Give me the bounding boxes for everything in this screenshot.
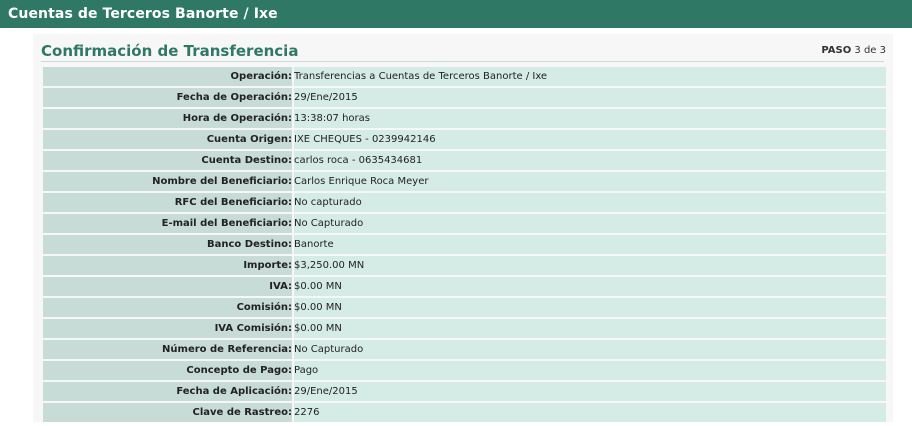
detail-value: 29/Ene/2015 <box>294 382 886 401</box>
detail-row-iva-comision <box>43 319 886 338</box>
detail-row-fecha-operacion <box>43 88 886 107</box>
detail-row-rfc-beneficiario <box>43 193 886 212</box>
detail-value: Transferencias a Cuentas de Terceros Banorte / Ixe <box>294 67 886 86</box>
detail-row-fecha-aplicacion <box>43 382 886 401</box>
step-value: 3 de 3 <box>854 45 886 56</box>
section-title: Confirmación de Transferencia <box>41 42 299 60</box>
section-divider <box>41 61 884 62</box>
detail-value: $3,250.00 MN <box>294 256 886 275</box>
detail-row-concepto-pago <box>43 361 886 380</box>
detail-row-cuenta-origen <box>43 130 886 149</box>
transfer-details-table <box>43 65 886 424</box>
detail-row-cuenta-destino <box>43 151 886 170</box>
page-header-title: Cuentas de Terceros Banorte / Ixe <box>8 6 278 22</box>
detail-row-clave-rastreo <box>43 403 886 422</box>
page-header <box>0 0 912 28</box>
detail-label: Clave de Rastreo: <box>43 403 294 422</box>
detail-value: Banorte <box>294 235 886 254</box>
step-label: PASO <box>821 45 852 56</box>
detail-value: No Capturado <box>294 214 886 233</box>
detail-label: Importe: <box>43 256 294 275</box>
detail-row-iva <box>43 277 886 296</box>
detail-label: Nombre del Beneficiario: <box>43 172 294 191</box>
detail-row-banco-destino <box>43 235 886 254</box>
detail-value: 13:38:07 horas <box>294 109 886 128</box>
detail-value: Pago <box>294 361 886 380</box>
detail-value: 2276 <box>294 403 886 422</box>
detail-value: No Capturado <box>294 340 886 359</box>
detail-label: Fecha de Operación: <box>43 88 294 107</box>
detail-label: IVA Comisión: <box>43 319 294 338</box>
detail-label: E-mail del Beneficiario: <box>43 214 294 233</box>
detail-value: $0.00 MN <box>294 319 886 338</box>
detail-label: Concepto de Pago: <box>43 361 294 380</box>
step-indicator <box>821 45 886 56</box>
detail-row-email-beneficiario <box>43 214 886 233</box>
detail-value: carlos roca - 0635434681 <box>294 151 886 170</box>
detail-value: $0.00 MN <box>294 277 886 296</box>
detail-label: RFC del Beneficiario: <box>43 193 294 212</box>
confirmation-panel <box>33 34 893 422</box>
detail-value: IXE CHEQUES - 0239942146 <box>294 130 886 149</box>
detail-label: Cuenta Origen: <box>43 130 294 149</box>
detail-label: Banco Destino: <box>43 235 294 254</box>
detail-row-importe <box>43 256 886 275</box>
detail-value: Carlos Enrique Roca Meyer <box>294 172 886 191</box>
detail-value: 29/Ene/2015 <box>294 88 886 107</box>
detail-value: No capturado <box>294 193 886 212</box>
detail-row-numero-referencia <box>43 340 886 359</box>
detail-row-operacion <box>43 67 886 86</box>
detail-label: Comisión: <box>43 298 294 317</box>
detail-label: Hora de Operación: <box>43 109 294 128</box>
detail-value: $0.00 MN <box>294 298 886 317</box>
detail-label: Número de Referencia: <box>43 340 294 359</box>
detail-row-hora-operacion <box>43 109 886 128</box>
detail-label: Cuenta Destino: <box>43 151 294 170</box>
detail-label: Fecha de Aplicación: <box>43 382 294 401</box>
detail-row-comision <box>43 298 886 317</box>
detail-label: IVA: <box>43 277 294 296</box>
detail-row-nombre-beneficiario <box>43 172 886 191</box>
detail-label: Operación: <box>43 67 294 86</box>
